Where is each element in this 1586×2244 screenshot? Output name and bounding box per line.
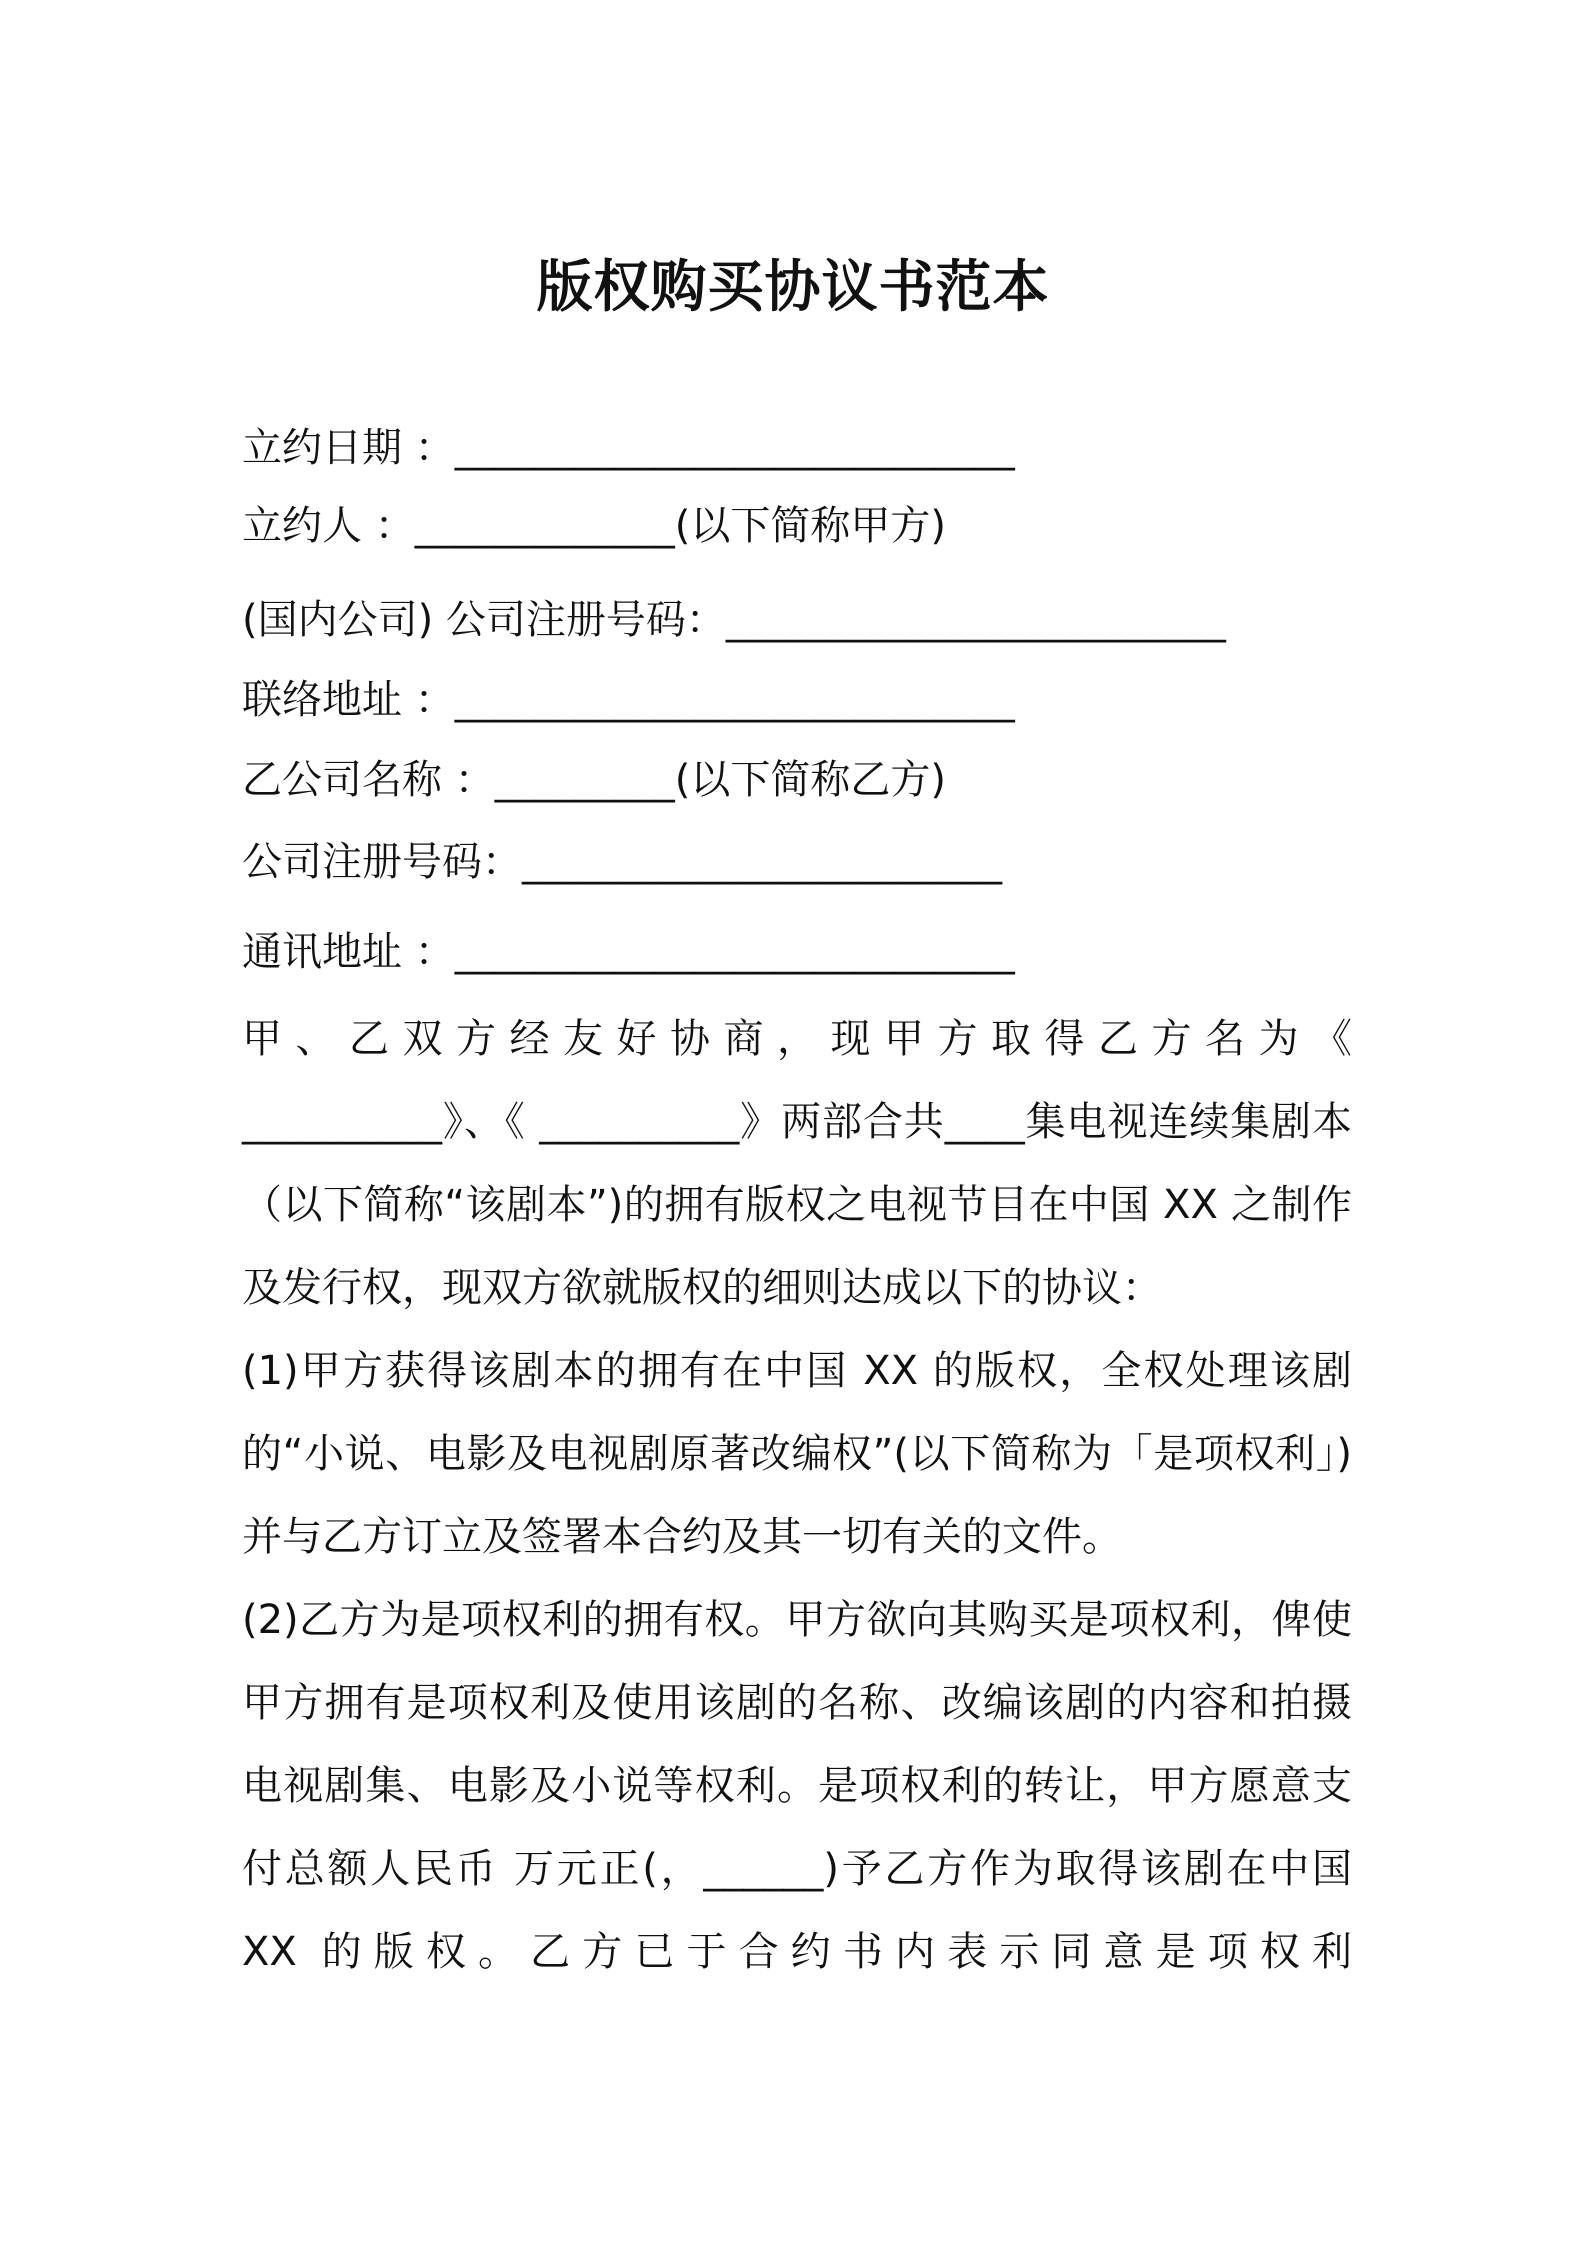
party-b-name-line: 乙公司名称 ：_________(以下简称乙方)	[242, 757, 946, 803]
contract-date-line: 立约日期 ：____________________________	[242, 425, 1015, 471]
party-a-address-line: 联络地址 ：____________________________	[242, 677, 1015, 723]
contract-body	[242, 998, 1352, 1994]
clause-1-paragraph: (1)甲方获得该剧本的拥有在中国 XX 的版权，全权处理该剧的“小说、电影及电视剧原著改编权”(以下简称为「是项权利」)并与乙方订立及签署本合约及其一切有关的文件。	[242, 1348, 1352, 1560]
party-b-address-line: 通讯地址 ：____________________________	[242, 929, 1015, 975]
clause-2-paragraph: (2)乙方为是项权利的拥有权。甲方欲向其购买是项权利，俾使甲方拥有是项权利及使用该剧的名称、改编该剧的内容和拍摄电视剧集、电影及小说等权利。是项权利的转让，甲方愿意支付总额人民币 万元正(，______)予乙方作为取得该剧在中国 XX 的版权。乙方已于合约书内表示同意是项权利	[242, 1597, 1352, 1975]
intro-paragraph: 甲、乙双方经友好协商，现甲方取得乙方名为《 __________》、《 __________》两部合共____集电视连续集剧本（以下简称“该剧本”)的拥有版权之电视节目在中国 XX 之制作及发行权，现双方欲就版权的细则达成以下的协议：	[242, 1016, 1352, 1311]
party-a-line: 立约人 ：_____________(以下简称甲方)	[242, 503, 946, 549]
party-a-registration-line: (国内公司) 公司注册号码：_________________________	[242, 597, 1226, 643]
document-title: 版权购买协议书范本	[536, 255, 1050, 320]
party-b-registration-line: 公司注册号码：________________________	[242, 839, 1002, 885]
